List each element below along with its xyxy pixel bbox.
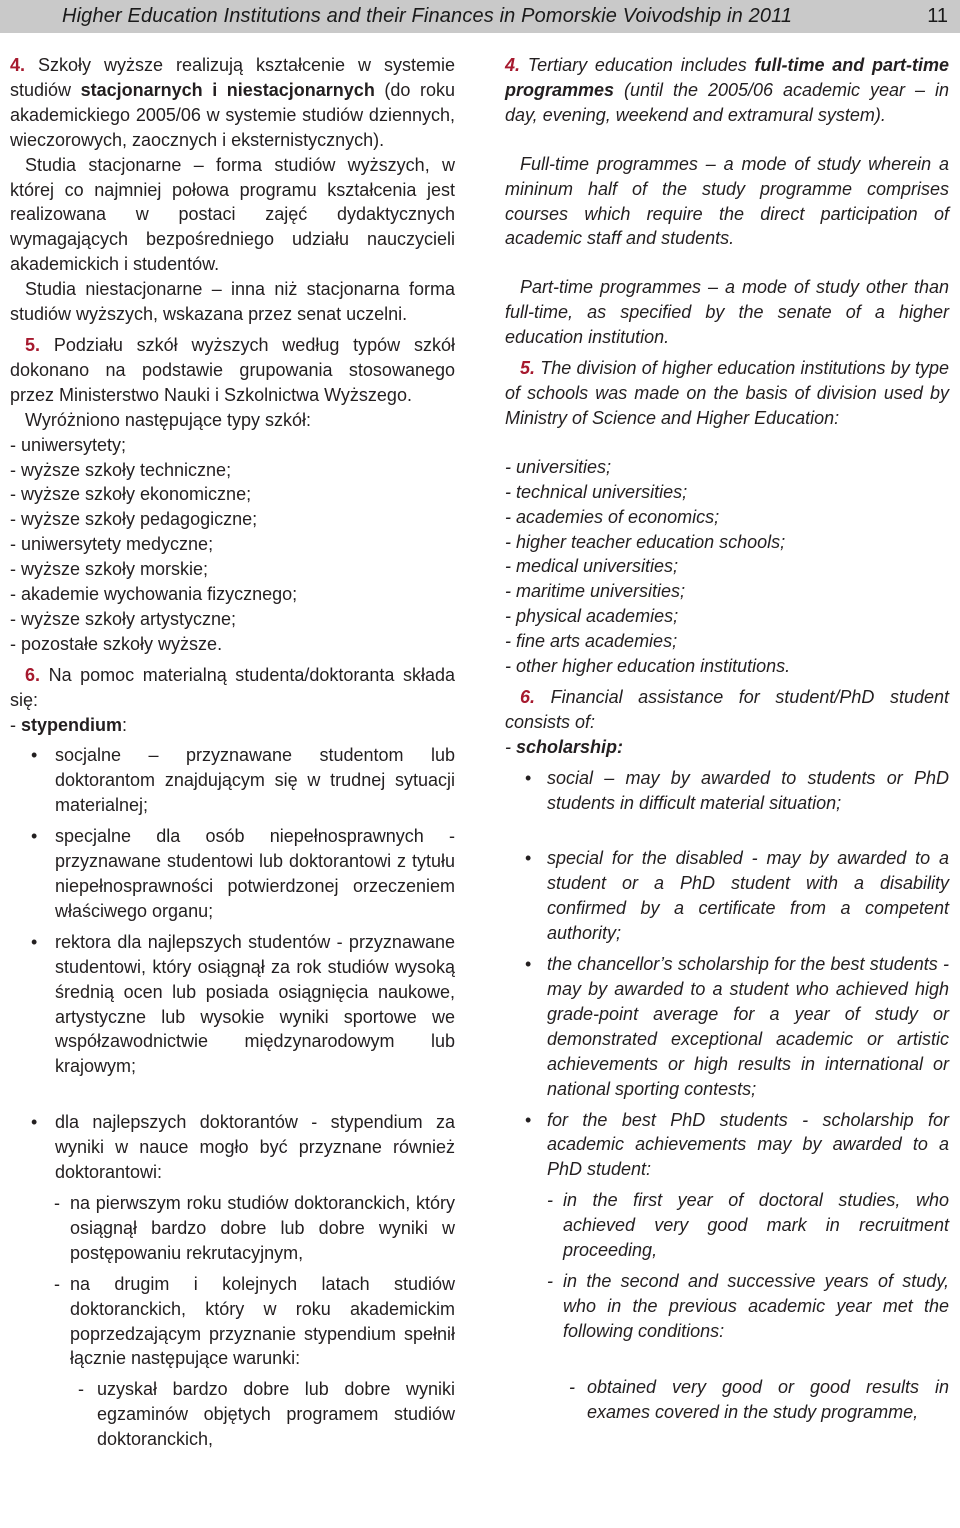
type-item: - akademie wychowania fizycznego; xyxy=(10,584,298,605)
dash-text: in the first year of doctoral studies, who achieved very good mark in recruitment proceeding, xyxy=(563,1190,949,1261)
page-header xyxy=(0,0,960,33)
part-time-definition: Part-time programmes – a mode of study other than full-time, as specified by the senate of a higher education institution. xyxy=(505,277,949,348)
dash-item xyxy=(505,1188,949,1263)
note-4-number: 4. xyxy=(10,55,26,75)
note-6-paragraph xyxy=(505,685,949,735)
type-item: - medical universities; xyxy=(505,556,679,577)
type-item: - uniwersytety medyczne; xyxy=(10,534,214,555)
dash-item xyxy=(505,1269,949,1344)
bullet-text: for the best PhD students - scholarship for academic achievements may by awarded to a PhD student: xyxy=(547,1109,949,1180)
type-item: - maritime universities; xyxy=(505,581,686,602)
stipend-dash: - xyxy=(505,736,516,757)
type-item: - academies of economics; xyxy=(505,506,720,527)
dash-marker: - xyxy=(547,1270,553,1291)
bullet-icon: • xyxy=(525,1109,532,1130)
dash-marker: - xyxy=(547,1190,553,1211)
bullet-icon: • xyxy=(525,848,532,869)
dash-text: in the second and successive years of study, who in the previous academic year met the following conditions: xyxy=(563,1270,949,1341)
stipend-term: scholarship: xyxy=(516,736,624,757)
bullet-text: special for the disabled - may by awarded to a student or a PhD student with a disability confirmed by a certificate from a competent authority; xyxy=(547,848,949,944)
dash-text: na drugim i kolejnych latach studiów doktoranckich, który w roku akademickim poprzedzającym przyznanie stypendium spełnił łącznie następujące warunki: xyxy=(70,1273,455,1369)
type-item: - wyższe szkoły pedagogiczne; xyxy=(10,509,258,530)
bullet-item xyxy=(505,952,949,1101)
note-4-bold-term: stacjonarnych i niestacjonarnych xyxy=(80,79,375,100)
page-number: 11 xyxy=(927,5,948,27)
note-5-text: The division of higher education institutions by type of schools was made on the basis of division used by Ministry of Science and Higher Education: xyxy=(505,358,949,428)
stipend-term: stypendium xyxy=(21,714,123,735)
subdash-item xyxy=(10,1377,455,1452)
type-item: - technical universities; xyxy=(505,481,688,502)
type-item: - wyższe szkoły artystyczne; xyxy=(10,608,237,629)
bullet-item xyxy=(10,930,455,1079)
full-time-definition: Studia stacjonarne – forma studiów wyższych, w której co najmniej połowa programu kształcenia jest realizowana w postaci zajęć dydaktycznych wymagających bezpośredniego udziału nauczycieli akademickich i studentów. xyxy=(10,154,455,275)
subdash-text: obtained very good or good results in exames covered in the study programme, xyxy=(587,1376,949,1422)
bullet-item xyxy=(505,1108,949,1183)
dash-marker: - xyxy=(54,1192,60,1213)
dash-marker: - xyxy=(569,1376,575,1397)
bullet-item xyxy=(10,824,455,924)
part-time-definition: Studia niestacjonarne – inna niż stacjonarna forma studiów wyższych, wskazana przez senat uczelni. xyxy=(10,279,455,325)
note-4-text-end: (do roku akademickiego 2005/06 w systemie studiów dziennych, wieczorowych, zaocznych i eksternistycznych). xyxy=(10,79,455,150)
note-5-paragraph xyxy=(505,356,949,431)
note-6-number: 6. xyxy=(25,664,41,685)
note-4-number: 4. xyxy=(505,55,521,75)
type-item: - uniwersytety; xyxy=(10,434,127,455)
stipend-heading xyxy=(10,713,455,738)
subdash-item xyxy=(505,1375,949,1425)
full-time-definition: Full-time programmes – a mode of study wherein a mininum half of the study programme comprises courses which require the direct participation of academic staff and students. xyxy=(505,153,949,249)
bullet-text: dla najlepszych doktorantów - stypendium za wyniki w nauce mogło być przyznane również doktorantowi: xyxy=(55,1112,455,1183)
polish-column xyxy=(10,53,455,1452)
note-5-number: 5. xyxy=(25,334,41,355)
bullet-text: social – may by awarded to students or PhD students in difficult material situation; xyxy=(547,767,949,813)
bullet-text: specjalne dla osób niepełnosprawnych - przyznawane studentowi lub doktorantowi z tytułu niepełnosprawności potwierdzonej orzeczeniem właściwego organu; xyxy=(55,826,455,921)
type-item: - fine arts academies; xyxy=(505,631,678,652)
dash-text: na pierwszym roku studiów doktoranckich, który osiągnął bardzo dobre lub dobre wyniki w postępowaniu rekrutacyjnym, xyxy=(70,1192,455,1263)
note-6-text: Financial assistance for student/PhD student consists of: xyxy=(505,686,949,732)
bullet-icon: • xyxy=(525,767,532,788)
bullet-icon: • xyxy=(525,954,532,975)
note-6-number: 6. xyxy=(520,686,536,707)
type-item: - physical academies; xyxy=(505,606,679,627)
dash-item xyxy=(10,1272,455,1372)
bullet-item xyxy=(505,766,949,816)
note-6-text: Na pomoc materialną studenta/doktoranta składa się: xyxy=(10,664,455,710)
stipend-heading xyxy=(505,735,949,760)
note-5-paragraph xyxy=(10,333,455,408)
type-item: - pozostałe szkoły wyższe. xyxy=(10,633,223,654)
note-4-text-start: Szkoły wyższe realizują kształcenie w systemie studiów xyxy=(10,55,455,100)
type-item: - universities; xyxy=(505,456,612,477)
dash-item xyxy=(10,1191,455,1266)
bullet-item xyxy=(10,1110,455,1185)
dash-marker: - xyxy=(54,1273,60,1294)
bullet-text: rektora dla najlepszych studentów - przyznawane studentowi, który osiągnął za rok studiów wysoką średnią ocen lub posiada osiągnięcia naukowe, artystyczne lub wysokie wyniki sportowe we współzawodnictwie międzynarodowym lub krajowym; xyxy=(55,931,455,1077)
dash-marker: - xyxy=(78,1379,84,1400)
bullet-icon: • xyxy=(31,1112,38,1133)
note-4-text-start: Tertiary education includes xyxy=(520,55,755,75)
note-4-paragraph xyxy=(10,53,455,153)
type-item: - wyższe szkoły ekonomiczne; xyxy=(10,484,252,505)
bullet-item xyxy=(505,846,949,946)
subdash-text: uzyskał bardzo dobre lub dobre wyniki egzaminów objętych programem studiów doktoranckich, xyxy=(97,1379,455,1450)
bullet-icon: • xyxy=(31,931,38,952)
bullet-icon: • xyxy=(31,745,38,766)
types-intro: Wyróżniono następujące typy szkół: xyxy=(25,409,311,430)
running-title: Higher Education Institutions and their Finances in Pomorskie Voivodship in 2011 xyxy=(62,5,793,27)
note-5-number: 5. xyxy=(520,358,536,379)
bullet-item xyxy=(10,743,455,818)
note-4-text-end: (until the 2005/06 academic year – in day, evening, weekend and extramural system). xyxy=(505,79,949,125)
note-5-text: Podziału szkół wyższych według typów szkół dokonano na podstawie grupowania stosowanego przez Ministerstwo Nauki i Szkolnictwa Wyższego. xyxy=(10,334,455,405)
note-6-paragraph xyxy=(10,663,455,713)
type-item: - wyższe szkoły techniczne; xyxy=(10,459,232,480)
stipend-dash: - xyxy=(10,714,21,735)
note-4-paragraph xyxy=(505,53,949,128)
note-4-bold-term: full-time and part-time programmes xyxy=(505,55,949,100)
type-item: - wyższe szkoły morskie; xyxy=(10,559,209,580)
stipend-colon: : xyxy=(122,714,128,735)
bullet-text: the chancellor’s scholarship for the best students - may by awarded to a student who achieved high grade-point average for a year of study or demonstrated exceptional academic or artistic achievements or high results in international or national sporting contests; xyxy=(547,954,949,1099)
bullet-text: socjalne – przyznawane studentom lub doktorantom znajdującym się w trudnej sytuacji materialnej; xyxy=(55,745,455,816)
type-item: - other higher education institutions. xyxy=(505,656,791,677)
english-column xyxy=(505,53,949,1425)
bullet-icon: • xyxy=(31,826,38,847)
type-item: - higher teacher education schools; xyxy=(505,531,786,552)
